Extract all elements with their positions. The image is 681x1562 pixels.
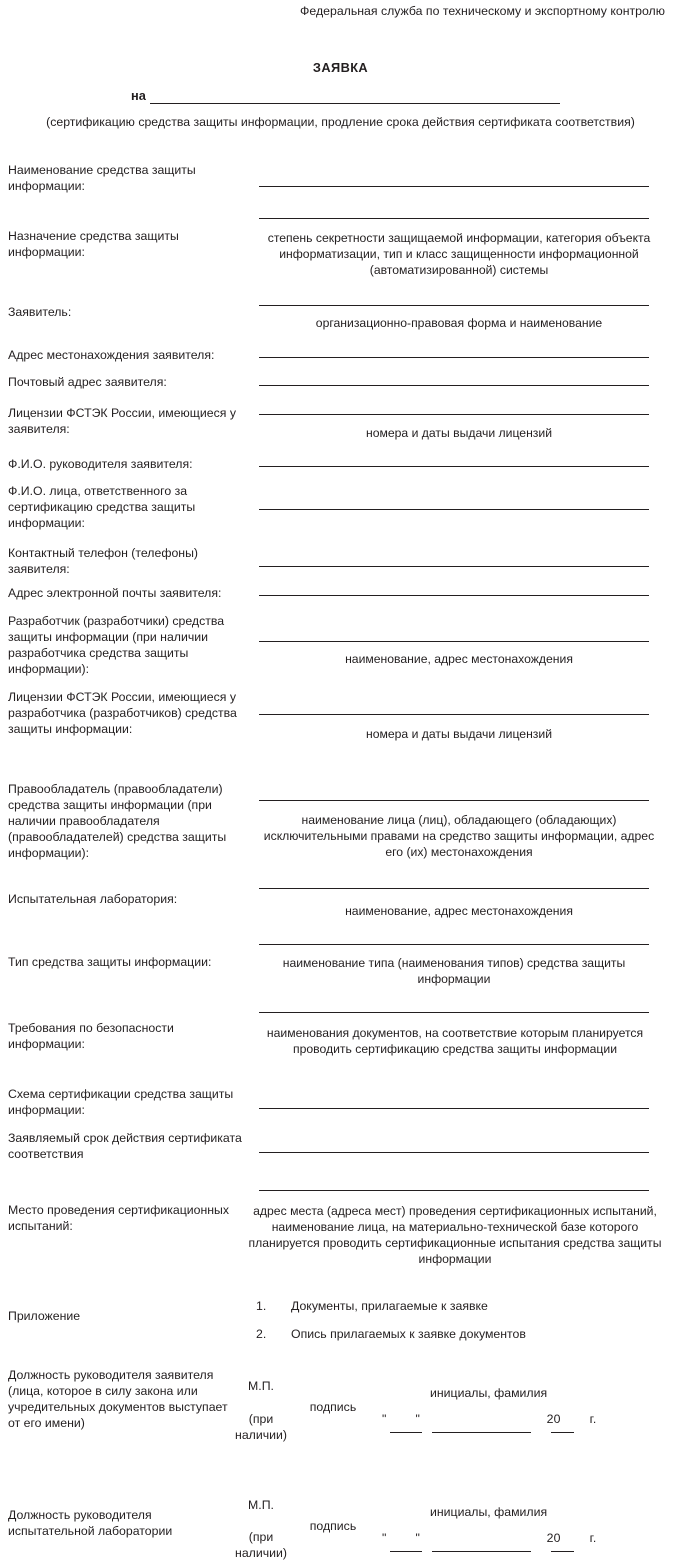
date-year-rule-2[interactable] [551, 1551, 574, 1552]
field-rule-12[interactable] [259, 800, 649, 801]
field-hint-10: наименование, адрес местонахождения [345, 652, 573, 666]
field-rule-6[interactable] [259, 466, 649, 467]
appendix-item-number-2: 2. [256, 1327, 267, 1341]
field-label-17: Заявляемый срок действия сертификата соответствия [8, 1131, 242, 1161]
na-blank-line[interactable] [150, 103, 560, 104]
field-label-2: Заявитель: [8, 305, 72, 319]
page-title: ЗАЯВКА [312, 60, 369, 75]
field-hint-13: наименование, адрес местонахождения [345, 904, 573, 918]
initials-caption-2: инициалы, фамилия [430, 1505, 548, 1519]
signatory-position-1: Должность руководителя заявителя (лица, которое в силу закона или учредительных документов выступает от его имени) [8, 1368, 228, 1430]
field-rule-15[interactable] [259, 1012, 649, 1013]
field-label-5: Лицензии ФСТЭК России, имеющиеся у заявителя: [8, 406, 236, 436]
seal-marker-1: М.П. [248, 1379, 274, 1393]
initials-caption-1: инициалы, фамилия [430, 1386, 548, 1400]
agency-name: Федеральная служба по техническому и экспортному контролю [300, 4, 665, 18]
field-rule-10[interactable] [259, 641, 649, 642]
field-label-14: Тип средства защиты информации: [8, 955, 212, 969]
date-month-rule-1[interactable] [432, 1432, 531, 1433]
signature-caption-1: подпись [309, 1400, 357, 1414]
date-line-1[interactable]: " " 20 г. [382, 1412, 597, 1426]
date-line-2[interactable]: " " 20 г. [382, 1531, 597, 1545]
field-label-8: Контактный телефон (телефоны) заявителя: [8, 546, 199, 576]
field-label-12: Правообладатель (правообладатели) средства защиты информации (при наличии правообладателя (правообладателей) средства защиты информации): [8, 782, 227, 860]
field-label-1: Назначение средства защиты информации: [8, 229, 179, 259]
field-hint-12: наименование лица (лиц), обладающего (обладающих) исключительными правами на средство защиты информации, адрес его (их) местонахождения [263, 813, 655, 859]
field-rule-16[interactable] [259, 1108, 649, 1109]
field-label-16: Схема сертификации средства защиты информации: [8, 1087, 234, 1117]
field-hint-5: номера и даты выдачи лицензий [365, 426, 553, 440]
field-rule-14[interactable] [259, 944, 649, 945]
field-hint-1: степень секретности защищаемой информации, категория объекта информатизации, тип и класс защищенности информационной (автоматизированной) системы [267, 231, 651, 277]
field-label-10: Разработчик (разработчики) средства защиты информации (при наличии разработчика средства защиты информации): [8, 614, 225, 676]
field-label-18: Место проведения сертификационных испытаний: [8, 1203, 230, 1233]
field-hint-18: адрес места (адреса мест) проведения сертификационных испытаний, наименование лица, на материально-технической базе которого планируется проводить сертификационные испытания средства защиты информации [248, 1204, 662, 1266]
signature-caption-2: подпись [309, 1519, 357, 1533]
field-rule-18[interactable] [259, 1190, 649, 1191]
field-label-7: Ф.И.О. лица, ответственного за сертификацию средства защиты информации: [8, 484, 196, 530]
signatory-position-2: Должность руководителя испытательной лаборатории [8, 1508, 173, 1538]
date-day-rule-2[interactable] [390, 1551, 422, 1552]
field-label-3: Адрес местонахождения заявителя: [8, 348, 215, 362]
field-label-13: Испытательная лаборатория: [8, 892, 178, 906]
field-hint-15: наименования документов, на соответствие которым планируется проводить сертификацию средства защиты информации [266, 1026, 644, 1056]
seal-note-2: (при наличии) [235, 1530, 287, 1560]
field-rule-3[interactable] [259, 357, 649, 358]
field-rule-9[interactable] [259, 595, 649, 596]
appendix-item-text-1: Документы, прилагаемые к заявке [291, 1299, 488, 1313]
appendix-item-text-2: Опись прилагаемых к заявке документов [291, 1327, 526, 1341]
field-rule-5[interactable] [259, 414, 649, 415]
field-label-11: Лицензии ФСТЭК России, имеющиеся у разработчика (разработчиков) средства защиты информации: [8, 690, 237, 736]
field-rule-11[interactable] [259, 714, 649, 715]
field-label-9: Адрес электронной почты заявителя: [8, 586, 222, 600]
field-rule-4[interactable] [259, 385, 649, 386]
appendix-label: Приложение [8, 1309, 81, 1323]
date-year-rule-1[interactable] [551, 1432, 574, 1433]
subject-row [0, 88, 681, 108]
seal-note-1: (при наличии) [235, 1412, 287, 1442]
na-label: на [131, 88, 146, 103]
appendix-item-number-1: 1. [256, 1299, 267, 1313]
date-day-rule-1[interactable] [390, 1432, 422, 1433]
field-hint-11: номера и даты выдачи лицензий [365, 727, 553, 741]
field-rule-13[interactable] [259, 888, 649, 889]
field-label-15: Требования по безопасности информации: [8, 1021, 174, 1051]
field-label-0: Наименование средства защиты информации: [8, 163, 196, 193]
na-hint: (сертификацию средства защиты информации, продление срока действия сертификата соответствия) [46, 115, 635, 129]
field-hint-2: организационно-правовая форма и наименование [315, 316, 603, 330]
date-month-rule-2[interactable] [432, 1551, 531, 1552]
seal-marker-2: М.П. [248, 1498, 274, 1512]
field-rule-17[interactable] [259, 1152, 649, 1153]
field-rule-8[interactable] [259, 566, 649, 567]
field-rule-2[interactable] [259, 305, 649, 306]
field-rule-7[interactable] [259, 509, 649, 510]
field-label-4: Почтовый адрес заявителя: [8, 375, 167, 389]
field-hint-14: наименование типа (наименования типов) средства защиты информации [282, 956, 626, 986]
field-rule-0[interactable] [259, 186, 649, 187]
field-rule-1[interactable] [259, 218, 649, 219]
field-label-6: Ф.И.О. руководителя заявителя: [8, 457, 193, 471]
